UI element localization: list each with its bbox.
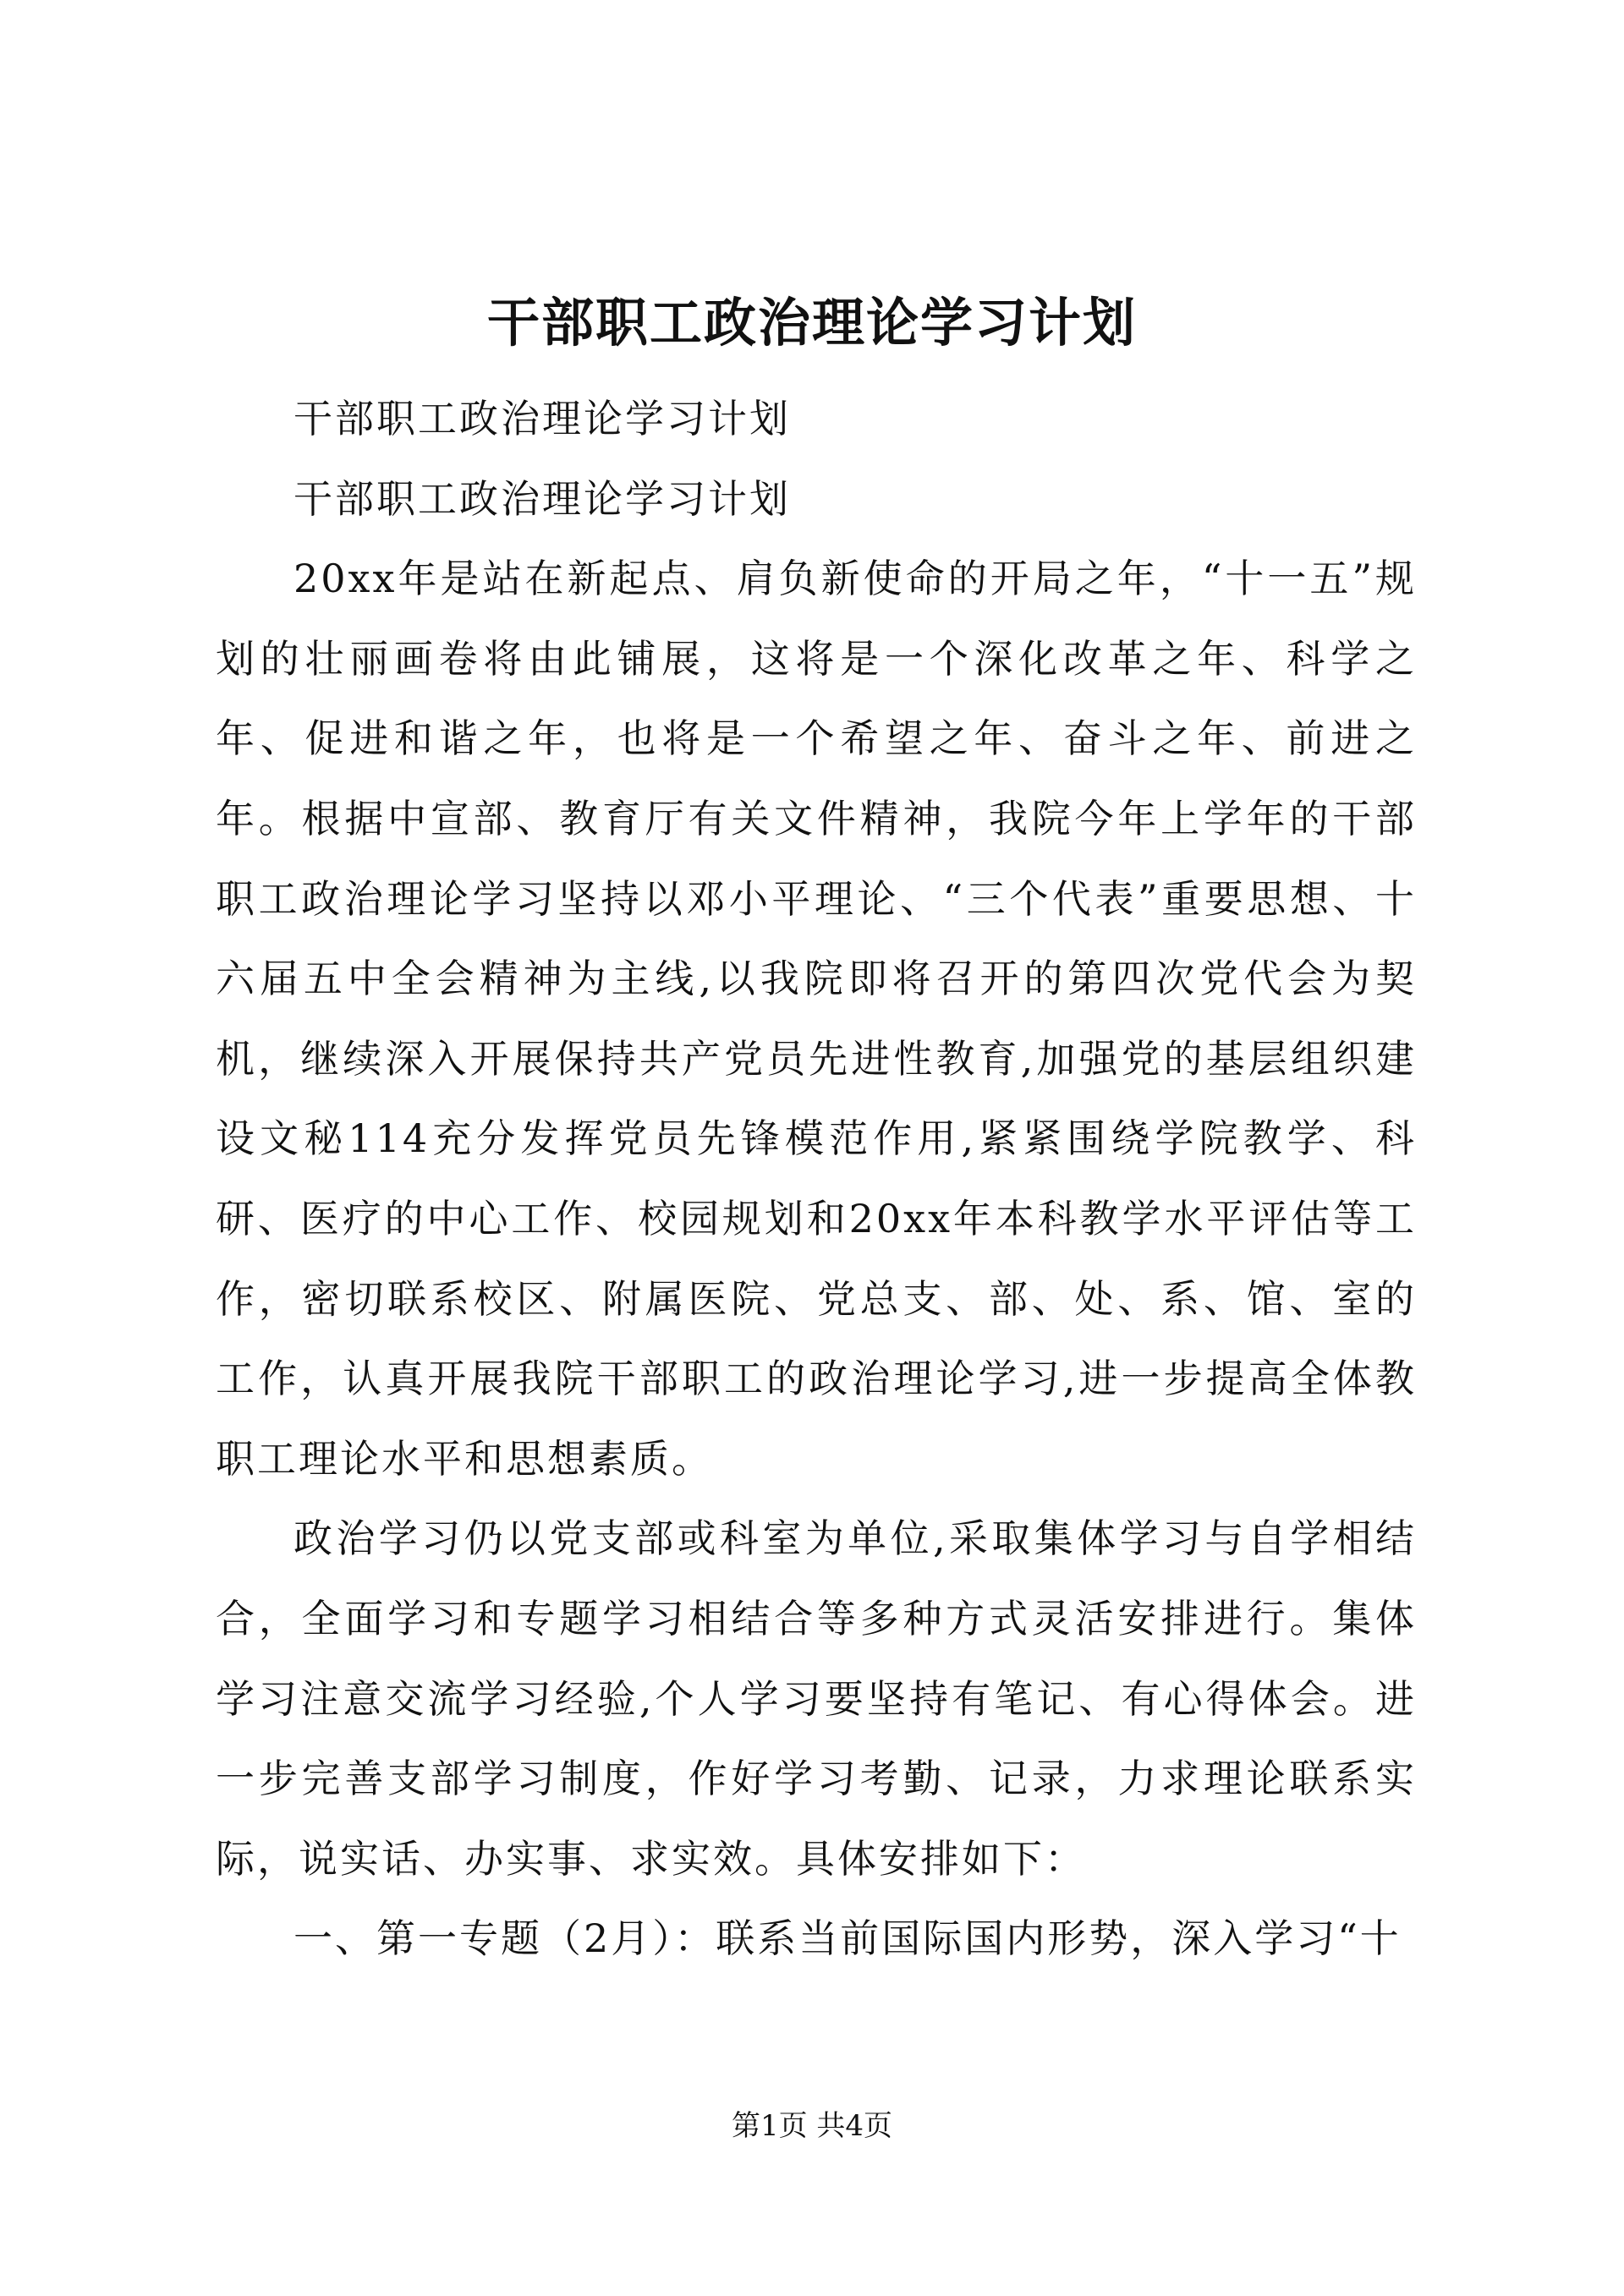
paragraph: 干部职工政治理论学习计划 [294,396,791,441]
document-body [216,379,1417,1979]
paragraph: 政治学习仍以党支部或科室为单位,采取集体学习与自学相结合，全面学习和专题学习相结合等多种方式灵活安排进行。集体学习注意交流学习经验,个人学习要坚持有笔记、有心得体会。进一步完善支部学习制度，作好学习考勤、记录，力求理论联系实际，说实话、办实事、求实效。具体安排如下： [216,1515,1417,1882]
paragraph: 20xx年是站在新起点、肩负新使命的开局之年，“十一五”规划的壮丽画卷将由此铺展，这将是一个深化改革之年、科学之年、促进和谐之年，也将是一个希望之年、奋斗之年、前进之年。根据中宣部、教育厅有关文件精神，我院今年上学年的干部职工政治理论学习坚持以邓小平理论、“三个代表”重要思想、十六届五中全会精神为主线,以我院即将召开的第四次党代会为契机，继续深入开展保持共产党员先进性教育,加强党的基层组织建设文秘114充分发挥党员先锋模范作用,紧紧围绕学院教学、科研、医疗的中心工作、校园规划和20xx年本科教学水平评估等工作，密切联系校区、附属医院、党总支、部、处、系、馆、室的工作，认真开展我院干部职工的政治理论学习,进一步提高全体教职工理论水平和思想素质。 [216,556,1417,1482]
paragraph: 一、第一专题（2月）：联系当前国际国内形势，深入学习“十 [294,1915,1402,1962]
page-title: 干部职工政治理论学习计划 [486,292,1137,353]
paragraph: 干部职工政治理论学习计划 [294,475,791,522]
page-number-footer: 第1页 共4页 [731,2109,893,2143]
